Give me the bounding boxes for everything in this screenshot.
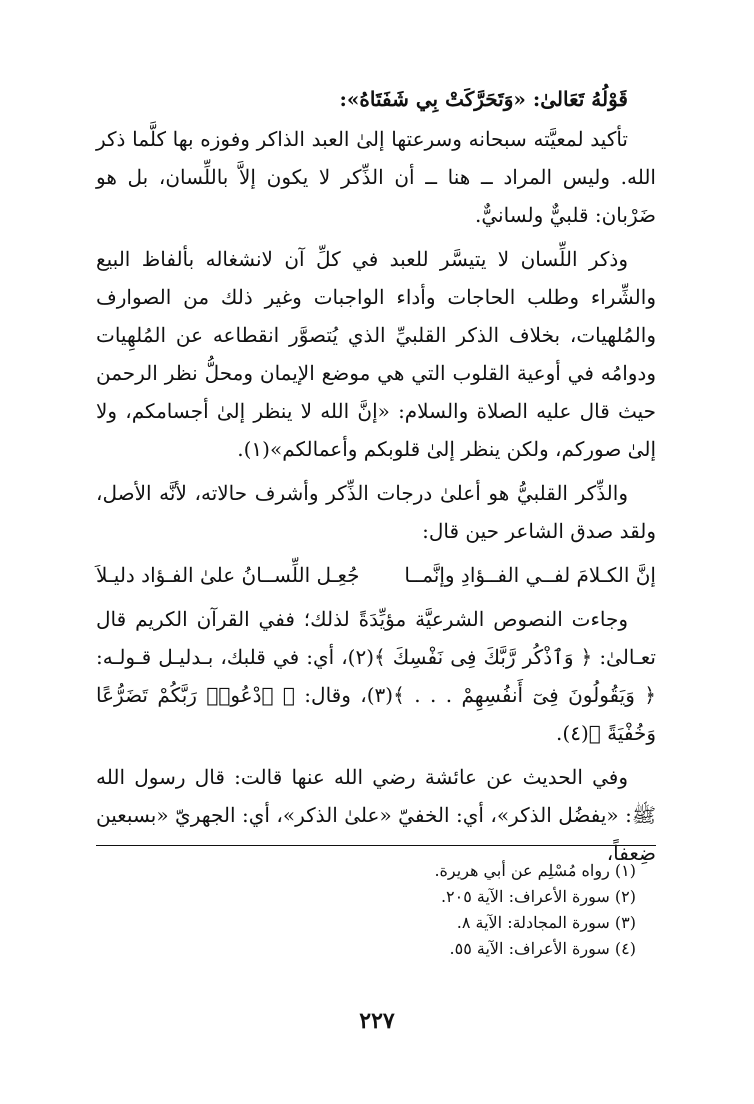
paragraph-1: تأكيد لمعيَّته سبحانه وسرعتها إلىٰ العبد الذاكر وفوزه بها كلَّما ذكر الله. وليس المراد ــ هنا ــ أن الذِّكر لا يكون إلاَّ باللِّسان، بل هو ضَرْبان: قلبيٌّ ولسانيٌّ. bbox=[96, 127, 656, 227]
page-number: ٢٢٧ bbox=[359, 1008, 395, 1034]
footnote-3: (٣) سورة المجادلة: الآية ٨. bbox=[456, 913, 636, 932]
paragraph-4: وجاءت النصوص الشرعيَّة مؤيِّدَةً لذلك؛ ففي القرآن الكريم قال تعـالىٰ: ﴿ وَٱذْكُر رَّبَّكَ فِى نَفْسِكَ ﴾(٢)، أي: في قلبك، بـدليـل قـولـه: ﴿ وَيَقُولُونَ فِىٓ أَنفُسِهِمْ . . . ﴾(٣)، وقال: ﴿ ٱدْعُوا۟ رَبَّكُمْ تَضَرُّعًا وَخُفْيَةً ﴾(٤). bbox=[96, 607, 656, 745]
footnote-divider bbox=[96, 845, 656, 846]
paragraph-5: وفي الحديث عن عائشة رضي الله عنها قالت: قال رسول الله ﷺ: «يفضُل الذكر»، أي: الخفيّ «علىٰ الذكر»، أي: الجهريّ «بسبعين ضِعفاً، bbox=[96, 765, 656, 865]
page-body bbox=[96, 82, 656, 878]
verse-first-half: إنَّ الكـلامَ لفــي الفــؤادِ وإنَّمــا bbox=[404, 563, 656, 587]
footnote-2: (٢) سورة الأعراف: الآية ٢٠٥. bbox=[440, 887, 636, 906]
footnotes-list bbox=[96, 858, 656, 962]
footnote-4: (٤) سورة الأعراف: الآية ٥٥. bbox=[449, 939, 636, 958]
footnote-1: (١) رواه مُسْلِم عن أبي هريرة. bbox=[434, 861, 636, 880]
section-heading: قَوْلُهُ تَعَالىٰ: «وَتَحَرَّكَتْ بِي شَفَتَاهُ»: bbox=[339, 87, 628, 111]
paragraph-3: والذِّكر القلبيُّ هو أعلىٰ درجات الذِّكر وأشرف حالاته، لأنَّه الأصل، ولقد صدق الشاعر حين قال: bbox=[96, 481, 656, 543]
verse-second-half: جُعِـل اللِّســانُ علىٰ الفـؤاد دليـلاَ bbox=[96, 563, 360, 587]
poetry-verse bbox=[96, 556, 656, 594]
paragraph-2: وذكر اللِّسان لا يتيسَّر للعبد في كلِّ آن لانشغاله بألفاظ البيع والشِّراء وطلب الحاجات وأداء الواجبات وغير ذلك من الصوارف والمُلهيات، بخلاف الذكر القلبيِّ الذي يُتصوَّر انقطاعه عن المُلهِيات ودوامُه في أوعية القلوب التي هي موضع الإيمان ومحلُّ نظر الرحمن حيث قال عليه الصلاة والسلام: «إنَّ الله لا ينظر إلىٰ أجسامكم، ولا إلىٰ صوركم، ولكن ينظر إلىٰ قلوبكم وأعمالكم»(١). bbox=[96, 247, 656, 461]
